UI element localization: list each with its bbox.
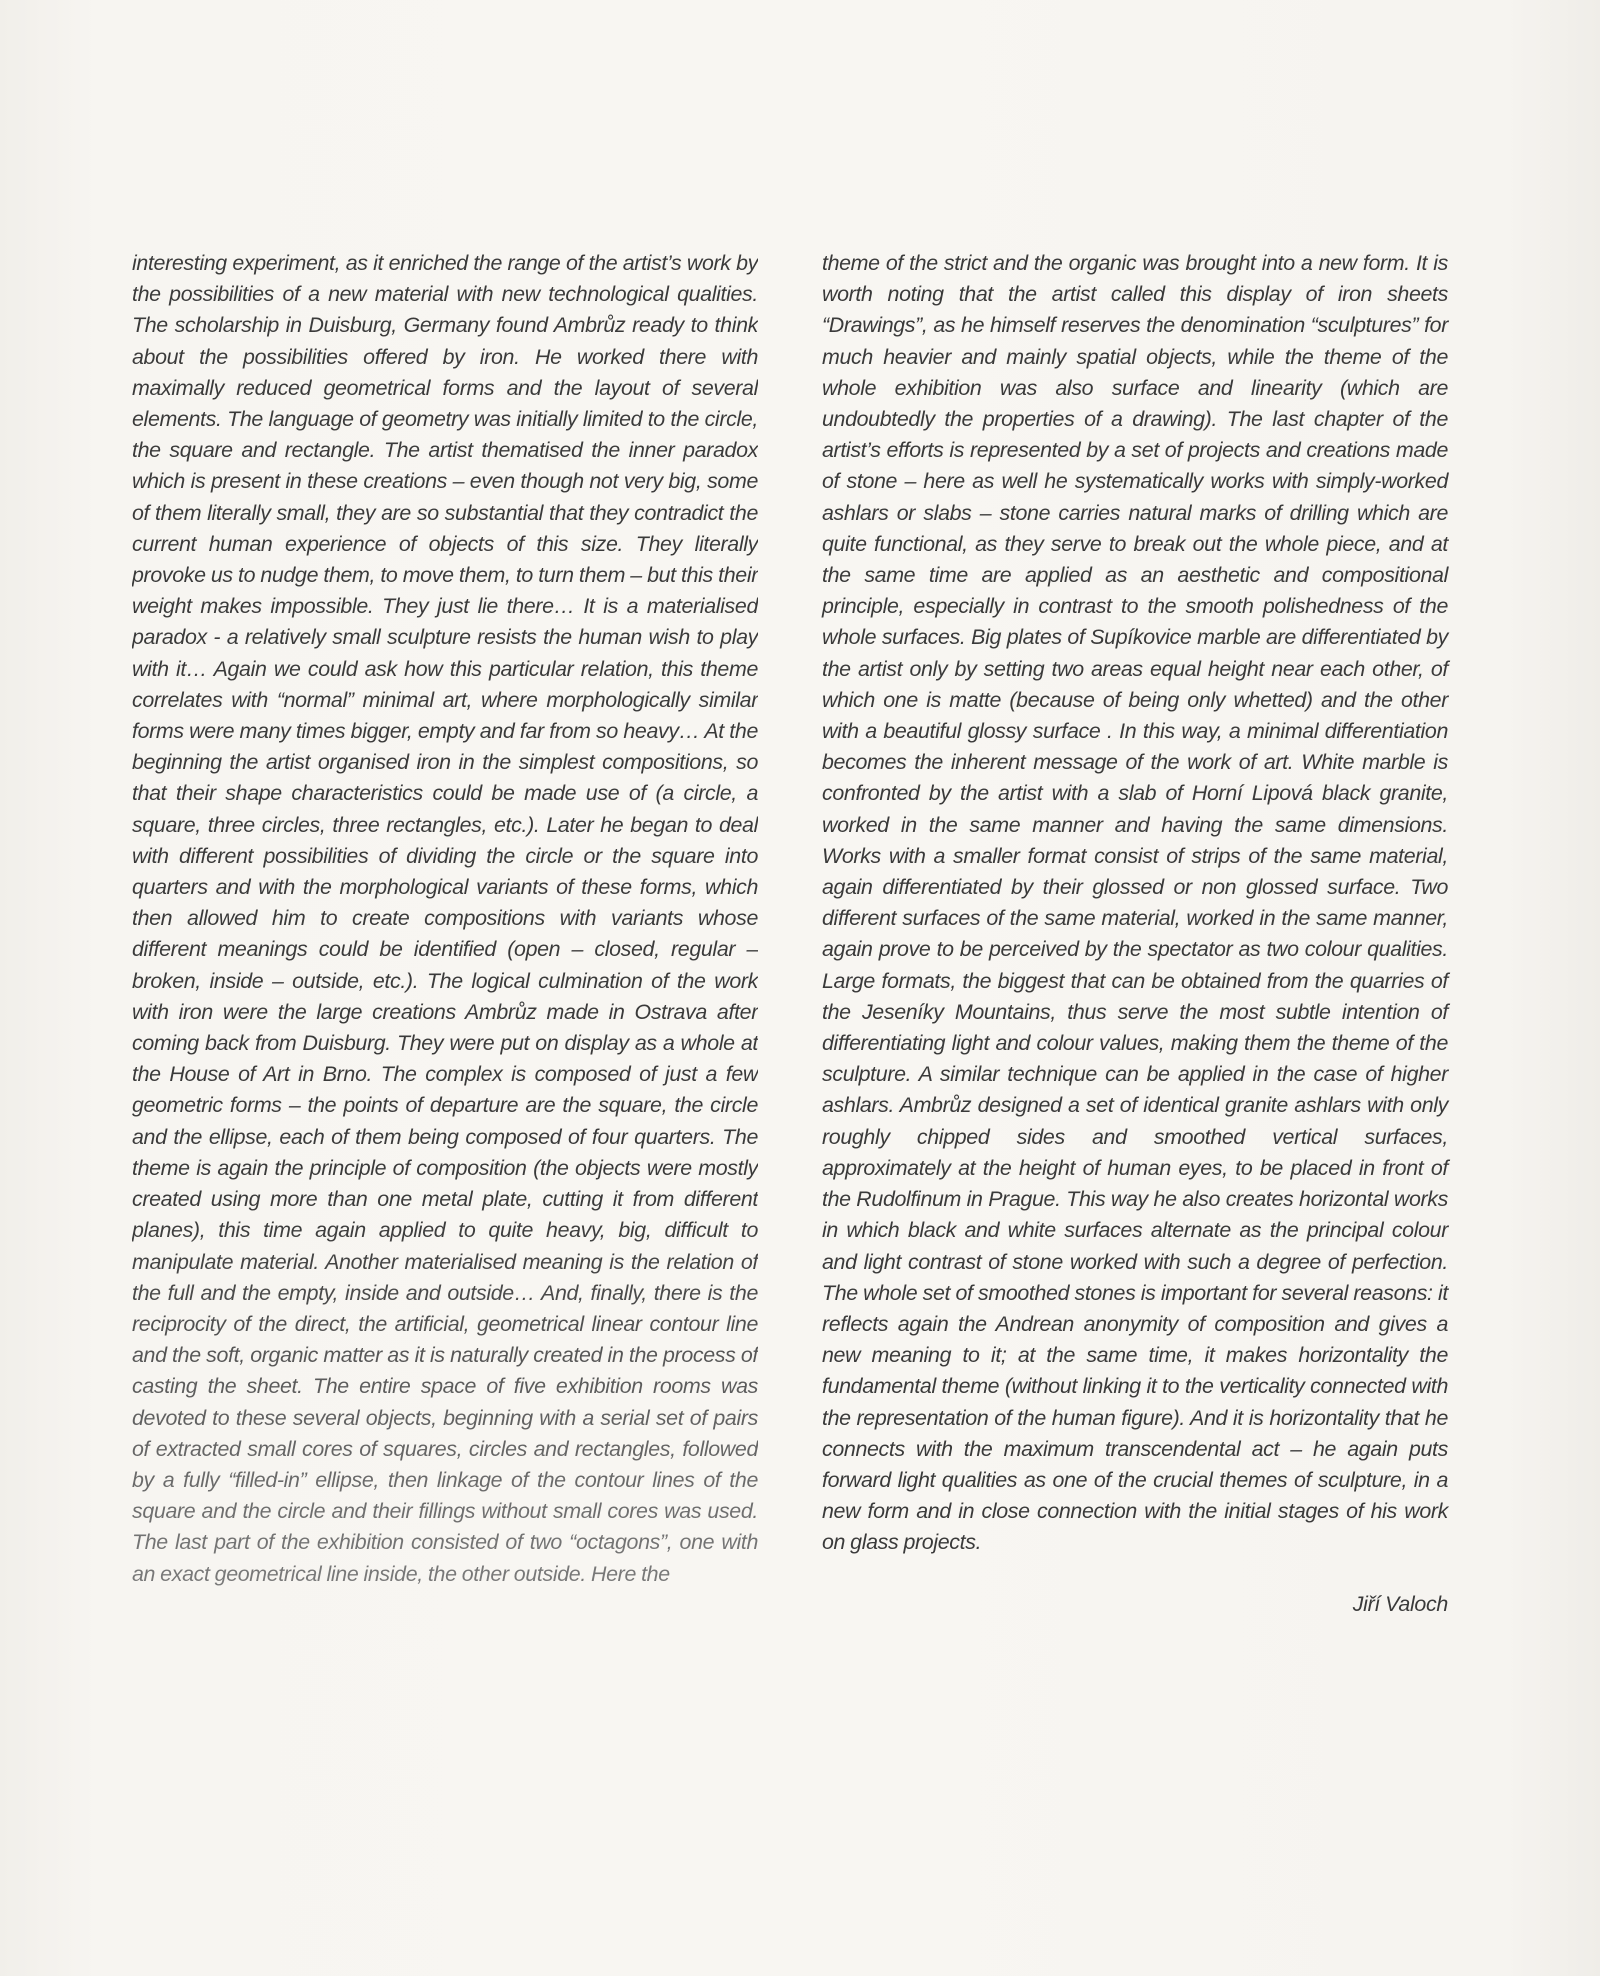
left-text-column <box>132 248 758 1590</box>
author-signature: Jiří Valoch <box>1352 1591 1448 1616</box>
left-column-paragraph: interesting experiment, as it enriched the range of the artist’s work by the possibilities of a new material with new technological qualities. The scholarship in Duisburg, Germany found Ambrůz ready to think about the possibilities offered by iron. He worked there with maximally reduced geometrical forms and the layout of several elements. The language of geometry was initially limited to the circle, the square and rectangle. The artist thematised the inner paradox which is present in these creations – even though not very big, some of them literally small, they are so substantial that they contradict the current human experience of objects of this size. They literally provoke us to nudge them, to move them, to turn them – but this their weight makes impossible. They just lie there… It is a materialised paradox - a relatively small sculpture resists the human wish to play with it… Again we could ask how this particular relation, this theme correlates with “normal” minimal art, where morphologically similar forms were many times bigger, empty and far from so heavy… At the beginning the artist organised iron in the simplest compositions, so that their shape characteristics could be made use of (a circle, a square, three circles, three rectangles, etc.). Later he began to deal with different possibilities of dividing the circle or the square into quarters and with the morphological variants of these forms, which then allowed him to create compositions with variants whose different meanings could be identified (open – closed, regular – broken, inside – outside, etc.). The logical culmination of the work with iron were the large creations Ambrůz made in Ostrava after coming back from Duisburg. They were put on display as a whole at the House of Art in Brno. The complex is composed of just a few geometric forms – the points of departure are the square, the circle and the ellipse, each of them being composed of four quarters. The theme is again the principle of composition (the objects were mostly created using more than one metal plate, cutting it from different planes), this time again applied to quite heavy, big, difficult to manipulate material. Another materialised meaning is the relation of the full and the empty, inside and outside… And, finally, there is the reciprocity of the direct, the artificial, geometrical linear contour line and the soft, organic matter as it is naturally created in the process of casting the sheet. The entire space of five exhibition rooms was devoted to these several objects, beginning with a serial set of pairs of extracted small cores of squares, circles and rectangles, followed by a fully “filled-in” ellipse, then linkage of the contour lines of the square and the circle and their fillings without small cores was used. The last part of the exhibition consisted of two “octagons”, one with an exact geometrical line inside, the other outside. Here the <box>132 248 758 1590</box>
right-column-paragraph: theme of the strict and the organic was brought into a new form. It is worth noting that the artist called this display of iron sheets “Drawings”, as he himself reserves the denomination “sculptures” for much heavier and mainly spatial objects, while the theme of the whole exhibition was also surface and linearity (which are undoubtedly the properties of a drawing). The last chapter of the artist’s efforts is represented by a set of projects and creations made of stone – here as well he systematically works with simply-worked ashlars or slabs – stone carries natural marks of drilling which are quite functional, as they serve to break out the whole piece, and at the same time are applied as an aesthetic and compositional principle, especially in contrast to the smooth polishedness of the whole surfaces. Big plates of Supíkovice marble are differentiated by the artist only by setting two areas equal height near each other, of which one is matte (because of being only whetted) and the other with a beautiful glossy surface . In this way, a minimal differentiation becomes the inherent message of the work of art. White marble is confronted by the artist with a slab of Horní Lipová black granite, worked in the same manner and having the same dimensions. Works with a smaller format consist of strips of the same material, again differentiated by their glossed or non glossed surface. Two different surfaces of the same material, worked in the same manner, again prove to be perceived by the spectator as two colour qualities. Large formats, the biggest that can be obtained from the quarries of the Jeseníky Mountains, thus serve the most subtle intention of differentiating light and colour values, making them the theme of the sculpture. A similar technique can be applied in the case of higher ashlars. Ambrůz designed a set of identical granite ashlars with only roughly chipped sides and smoothed vertical surfaces, approximately at the height of human eyes, to be placed in front of the Rudolfinum in Prague. This way he also creates horizontal works in which black and white surfaces alternate as the principal colour and light contrast of stone worked with such a degree of perfection. The whole set of smoothed stones is important for several reasons: it reflects again the Andrean anonymity of composition and gives a new meaning to it; at the same time, it makes horizontality the fundamental theme (without linking it to the verticality connected with the representation of the human figure). And it is horizontality that he connects with the maximum transcendental act – he again puts forward light qualities as one of the crucial themes of sculpture, in a new form and in close connection with the initial stages of his work on glass projects. <box>822 251 1448 1555</box>
right-text-column <box>822 248 1448 1620</box>
